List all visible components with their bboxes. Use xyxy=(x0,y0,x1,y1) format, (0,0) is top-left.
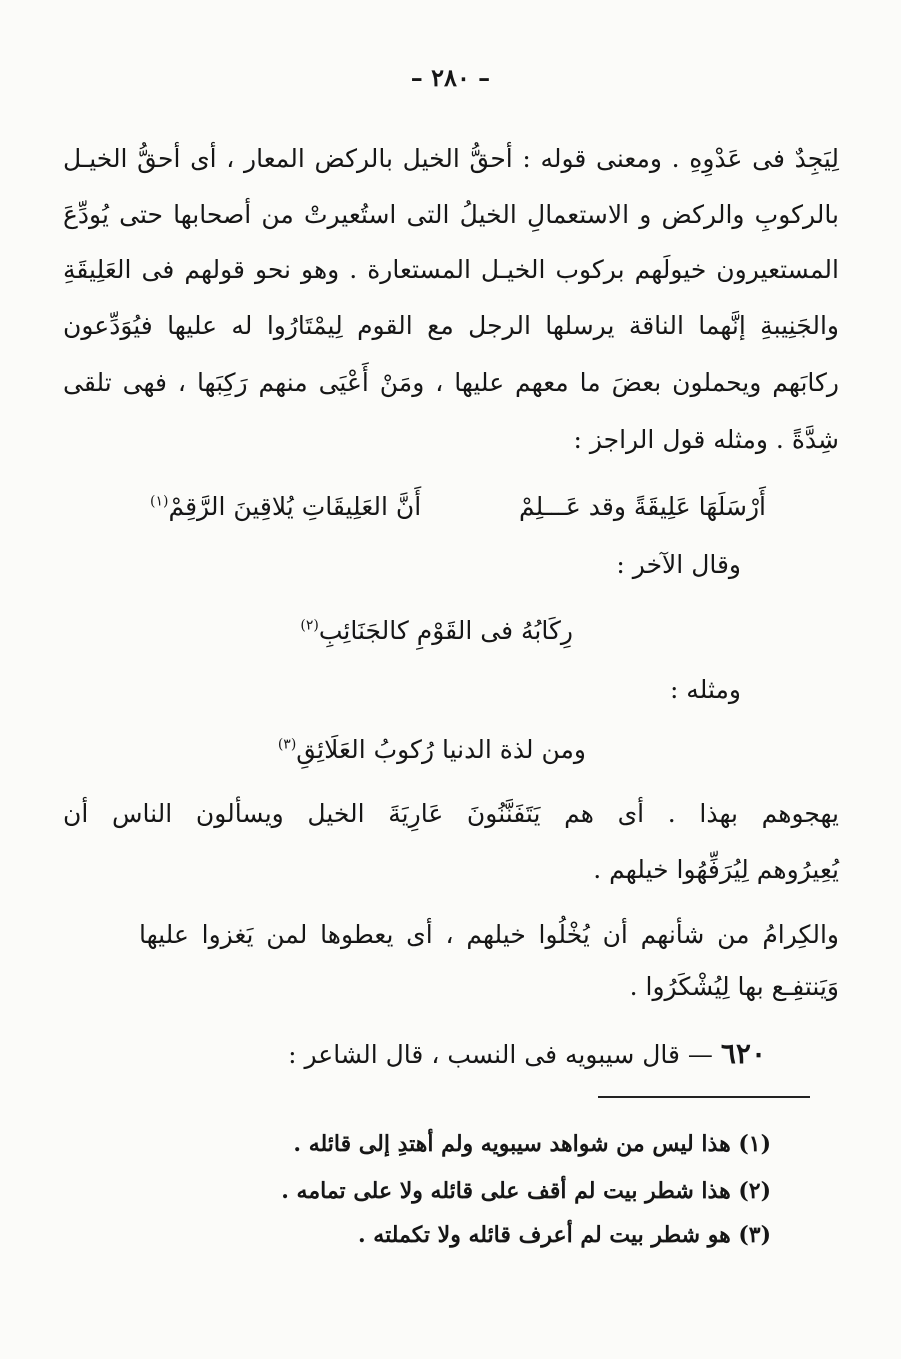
body-line-1: لِيَجِدٌ فى عَدْوِهِ . ومعنى قوله : أحقُّ الخيل بالركض المعار ، أى أحقُّ الخيـل xyxy=(63,144,839,173)
paragraph3-line-1: والكِرامُ من شأنهم أن يُخْلُوا خيلهم ، أى يعطوها لمن يَغزوا عليها xyxy=(139,920,839,949)
verse2-text: رِكَابُهُ فى القَوْمِ كالجَنَائِبِ xyxy=(318,616,573,645)
body-line-2: بالركوبِ والركض و الاستعمالِ الخيلُ التى استُعيرتْ من أصحابها حتى يُودِّعَ xyxy=(63,200,839,229)
body-line-6: شِدَّةً . ومثله قول الراجز : xyxy=(573,425,839,454)
footnote-mark-2: (٢) xyxy=(300,617,319,634)
footnote-mark-3: (٣) xyxy=(277,736,297,753)
footnote-mark-1: (١) xyxy=(150,493,169,510)
verse1-second-half xyxy=(150,492,421,521)
verse1-first-half: أَرْسَلَهَا عَلِيقَةً وقد عَـــلِمْ xyxy=(519,492,766,521)
footnote-divider xyxy=(598,1096,810,1098)
verse3 xyxy=(278,737,586,762)
footnote-2: (٢) هذا شطر بيت لم أقف على قائله ولا على تمامه . xyxy=(281,1178,771,1204)
verse1-second-half-text: أَنَّ العَلِيقَاتِ يُلاقِينَ الرَّقِمْ xyxy=(168,492,422,521)
section-heading xyxy=(288,1037,766,1070)
body-line-4: والجَنِيبةِ إنَّهما الناقة يرسلها الرجل مع القوم لِيمْتَارُوا له عليها فيُوَدِّعون xyxy=(63,311,839,340)
qal-akhar-line: وقال الآخر : xyxy=(616,550,741,579)
verse3-text: ومن لذة الدنيا رُكوبُ العَلَائِقِ xyxy=(296,735,586,764)
footnote-3: (٣) هو شطر بيت لم أعرف قائله ولا تكملته . xyxy=(357,1222,771,1248)
paragraph3-line-2: وَيَنتفِـع بها لِيُشْكَرُوا . xyxy=(629,972,839,1001)
verse2 xyxy=(300,618,573,643)
body-line-5: ركابَهم ويحملون بعضَ ما معهم عليها ، ومَنْ أَعْيَى منهم رَكِبَها ، فهى تلقى xyxy=(63,368,839,397)
body-line-3: المستعيرون خيولَهم بركوب الخيـل المستعارة . وهو نحو قولهم فى العَلِيقَةِ xyxy=(63,255,839,284)
section-dash: — xyxy=(687,1040,713,1069)
mithluhu-line: ومثله : xyxy=(669,675,741,704)
paragraph2-line-1: يهجوهم بهذا . أى هم يَتَفَنَّنُونَ عَارِيَةَ الخيل ويسألون الناس أن xyxy=(63,799,839,828)
section-number: ٦٢٠ xyxy=(720,1037,766,1070)
page-number: – ٢٨٠ – xyxy=(410,63,491,92)
footnote-1: (١) هذا ليس من شواهد سيبويه ولم أهتدِ إلى قائله . xyxy=(293,1131,771,1157)
section-text: قال سيبويه فى النسب ، قال الشاعر : xyxy=(288,1040,680,1069)
paragraph2-line-2: يُعِيرُوهم لِيُرَفِّهُوا خيلهم . xyxy=(593,855,839,884)
